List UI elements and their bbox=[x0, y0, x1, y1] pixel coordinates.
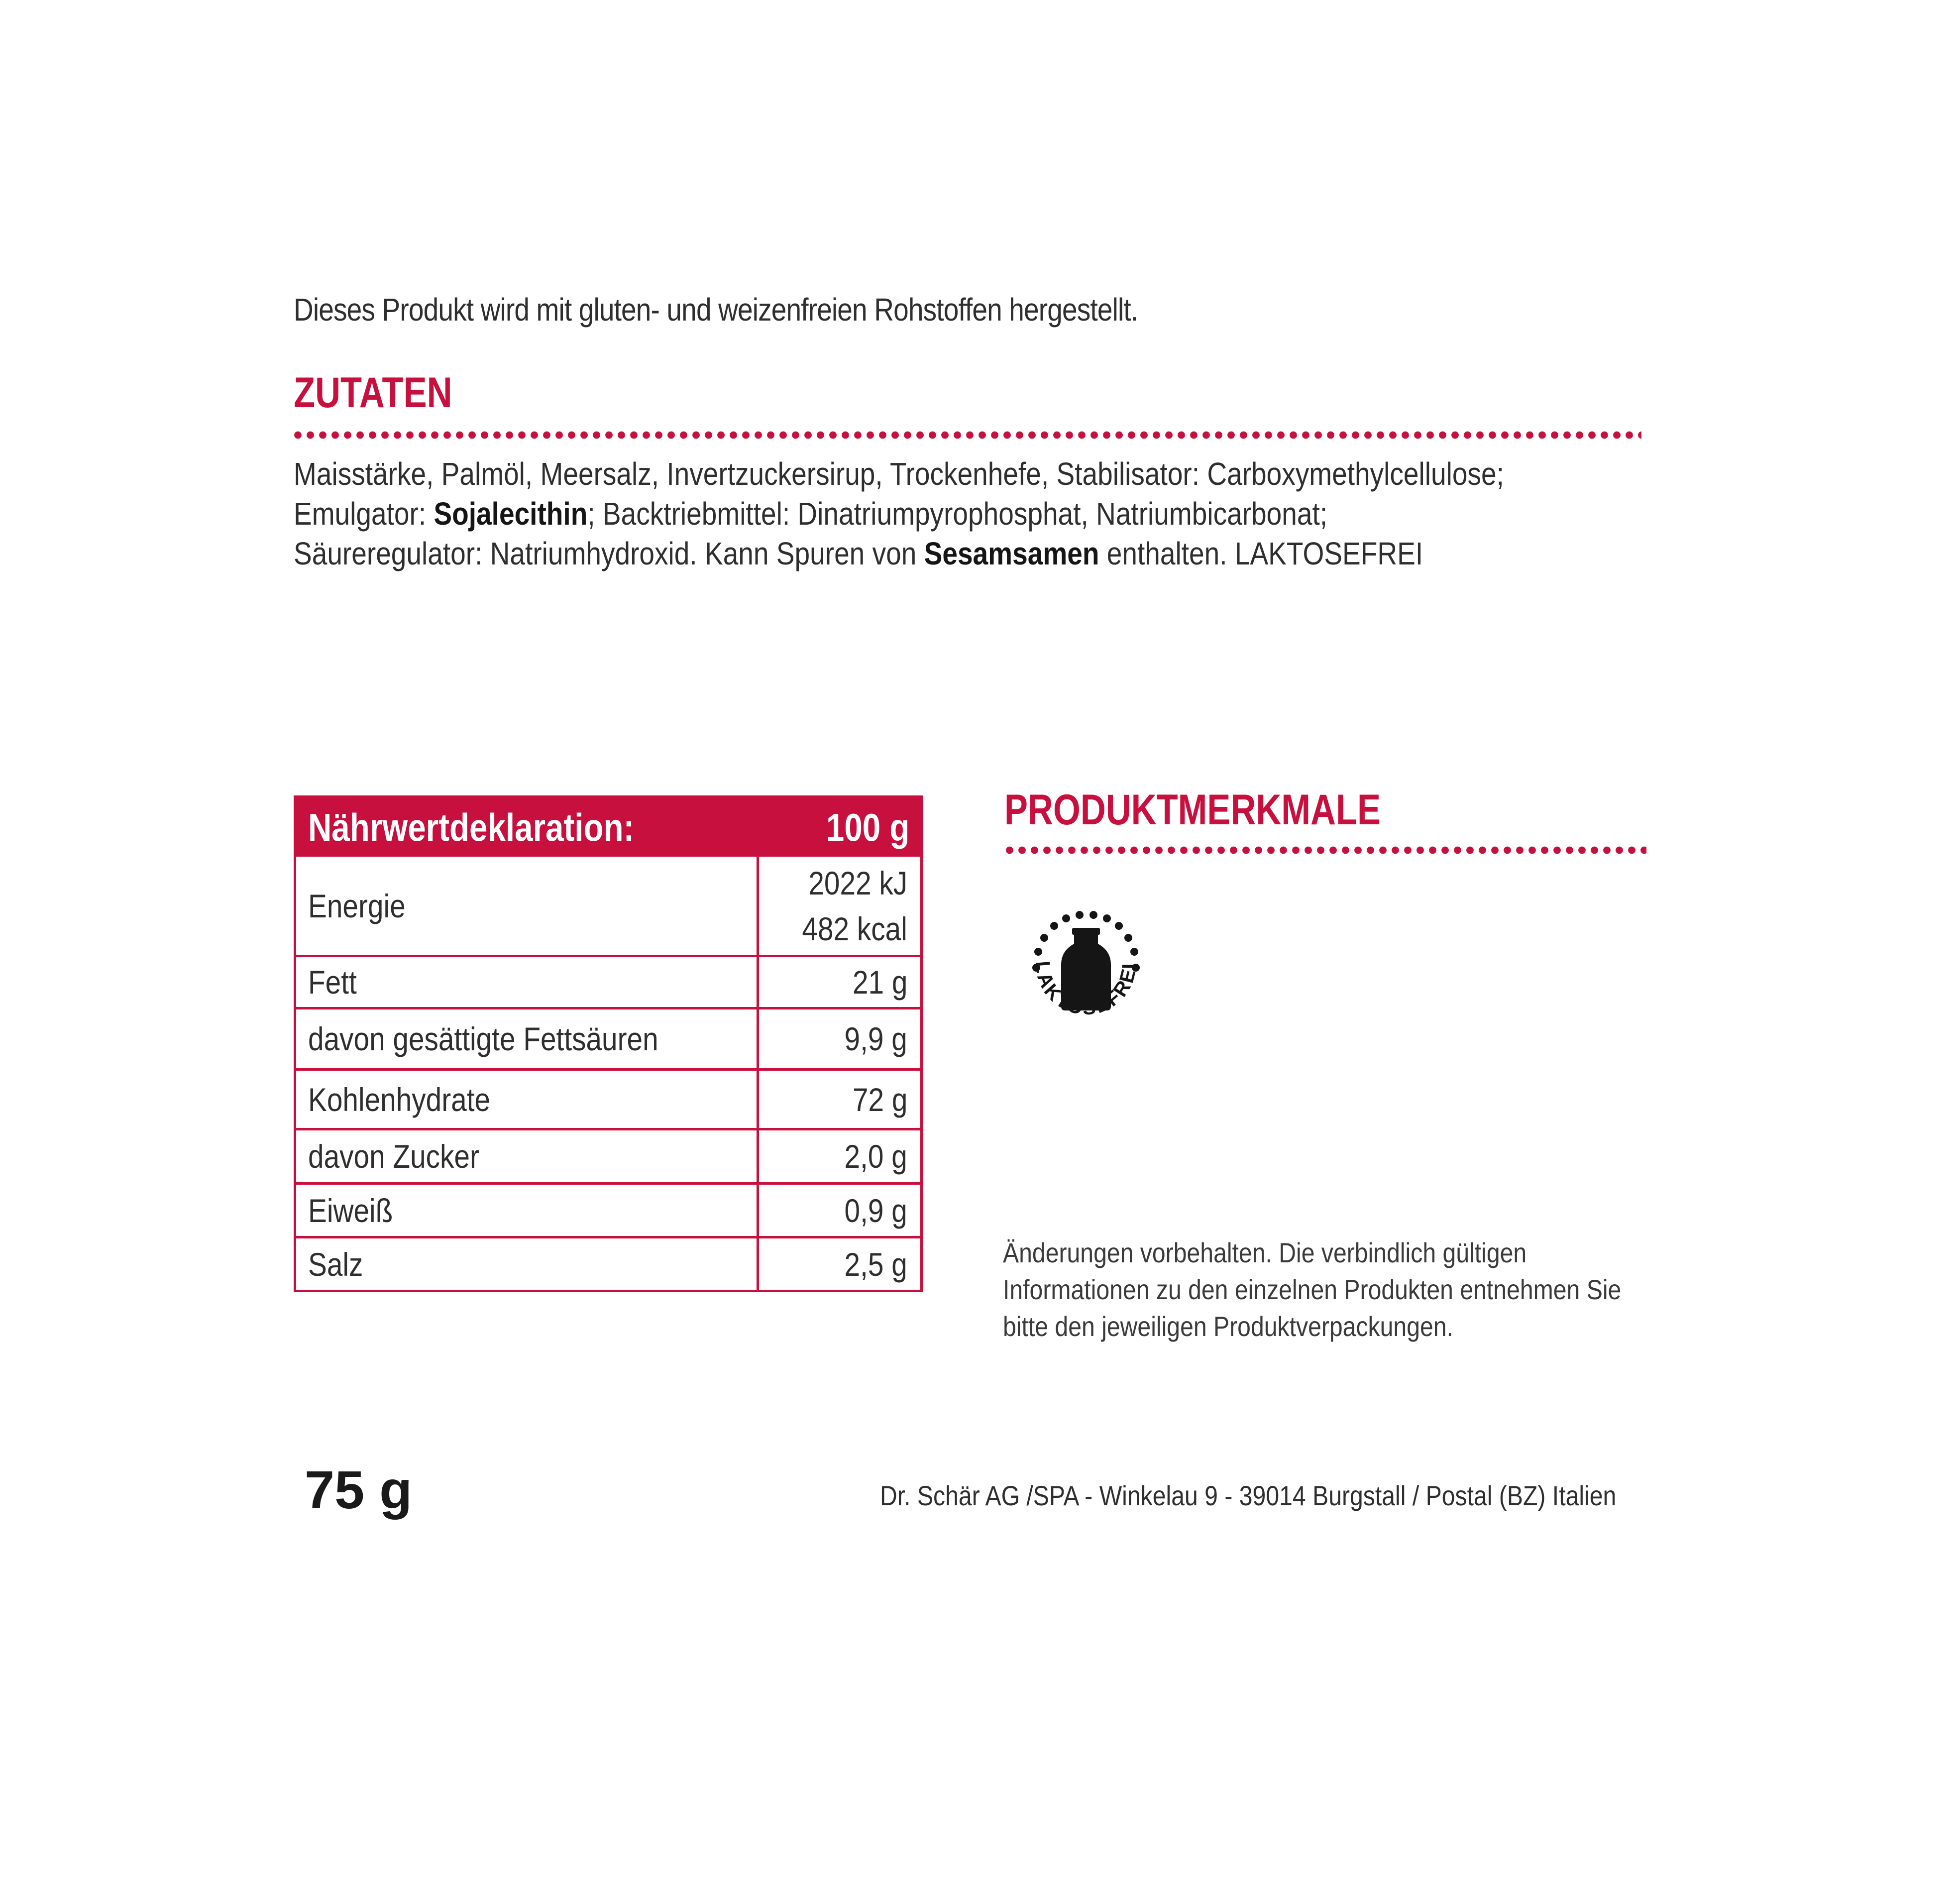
disclaimer-line-2: Informationen zu den einzelnen Produkten entnehmen Sie bbox=[1003, 1274, 1622, 1305]
nutrition-row-fat bbox=[296, 955, 920, 1007]
nutrition-rows bbox=[296, 857, 920, 1290]
ingredients-divider bbox=[292, 431, 1641, 439]
allergen-soy: Sojalecithin bbox=[434, 496, 588, 532]
disclaimer-line-3: bitte den jeweiligen Produktverpackungen. bbox=[1003, 1311, 1453, 1342]
nutrition-row-label: davon Zucker bbox=[296, 1130, 759, 1182]
ingredients-line-1: Maisstärke, Palmöl, Meersalz, Invertzuckersirup, Trockenhefe, Stabilisator: Carboxymethylcellulose; bbox=[294, 456, 1504, 492]
nutrition-row-label: Kohlenhydrate bbox=[296, 1071, 759, 1128]
nutrition-row-value: 72 g bbox=[852, 1081, 907, 1118]
nutrition-row-saturated-fat bbox=[296, 1007, 920, 1068]
nutrition-row-sugar bbox=[296, 1128, 920, 1182]
nutrition-header-unit: 100 g bbox=[826, 805, 909, 849]
product-features-divider bbox=[1003, 846, 1646, 854]
nutrition-row-label: Fett bbox=[296, 957, 759, 1007]
disclaimer-line-1: Änderungen vorbehalten. Die verbindlich gültigen bbox=[1003, 1237, 1527, 1268]
nutrition-row-value: 2,5 g bbox=[844, 1245, 907, 1283]
nutrition-row-value: 2022 kJ 482 kcal bbox=[802, 864, 907, 947]
nutrition-row-protein bbox=[296, 1182, 920, 1236]
nutrition-row-energy bbox=[296, 857, 920, 955]
intro-text: Dieses Produkt wird mit gluten- und weizenfreien Rohstoffen hergestellt. bbox=[294, 292, 1138, 328]
manufacturer-address: Dr. Schär AG /SPA - Winkelau 9 - 39014 Burgstall / Postal (BZ) Italien bbox=[880, 1480, 1617, 1511]
net-weight: 75 g bbox=[305, 1459, 413, 1520]
nutrition-row-label: Energie bbox=[296, 857, 759, 955]
nutrition-row-label: Salz bbox=[296, 1238, 759, 1290]
nutrition-row-value: 21 g bbox=[852, 964, 907, 1001]
nutrition-row-label: davon gesättigte Fettsäuren bbox=[296, 1009, 759, 1068]
ingredients-list bbox=[294, 454, 1642, 573]
nutrition-header-label: Nährwertdeklaration: bbox=[308, 805, 635, 849]
allergen-sesame: Sesamsamen bbox=[924, 536, 1099, 571]
ingredients-line-3: Säureregulator: Natriumhydroxid. Kann Spuren von Sesamsamen enthalten. LAKTOSEFREI bbox=[294, 536, 1423, 571]
ingredients-line-2: Emulgator: Sojalecithin; Backtriebmittel: Dinatriumpyrophosphat, Natriumbicarbonat; bbox=[294, 496, 1328, 532]
nutrition-row-carbohydrates bbox=[296, 1068, 920, 1128]
lactose-free-badge bbox=[1008, 890, 1164, 1045]
nutrition-row-value: 2,0 g bbox=[844, 1138, 907, 1175]
product-features-heading: PRODUKTMERKMALE bbox=[1004, 786, 1381, 834]
nutrition-row-value: 9,9 g bbox=[844, 1020, 907, 1057]
badge-label: LAKTOSEFREI bbox=[1031, 960, 1141, 1020]
ingredients-heading: ZUTATEN bbox=[294, 369, 452, 417]
nutrition-row-value: 0,9 g bbox=[844, 1192, 907, 1229]
nutrition-table bbox=[294, 795, 923, 1292]
disclaimer bbox=[1003, 1234, 1621, 1345]
nutrition-row-salt bbox=[296, 1236, 920, 1290]
nutrition-row-label: Eiweiß bbox=[296, 1185, 759, 1236]
nutrition-table-header bbox=[296, 798, 920, 857]
